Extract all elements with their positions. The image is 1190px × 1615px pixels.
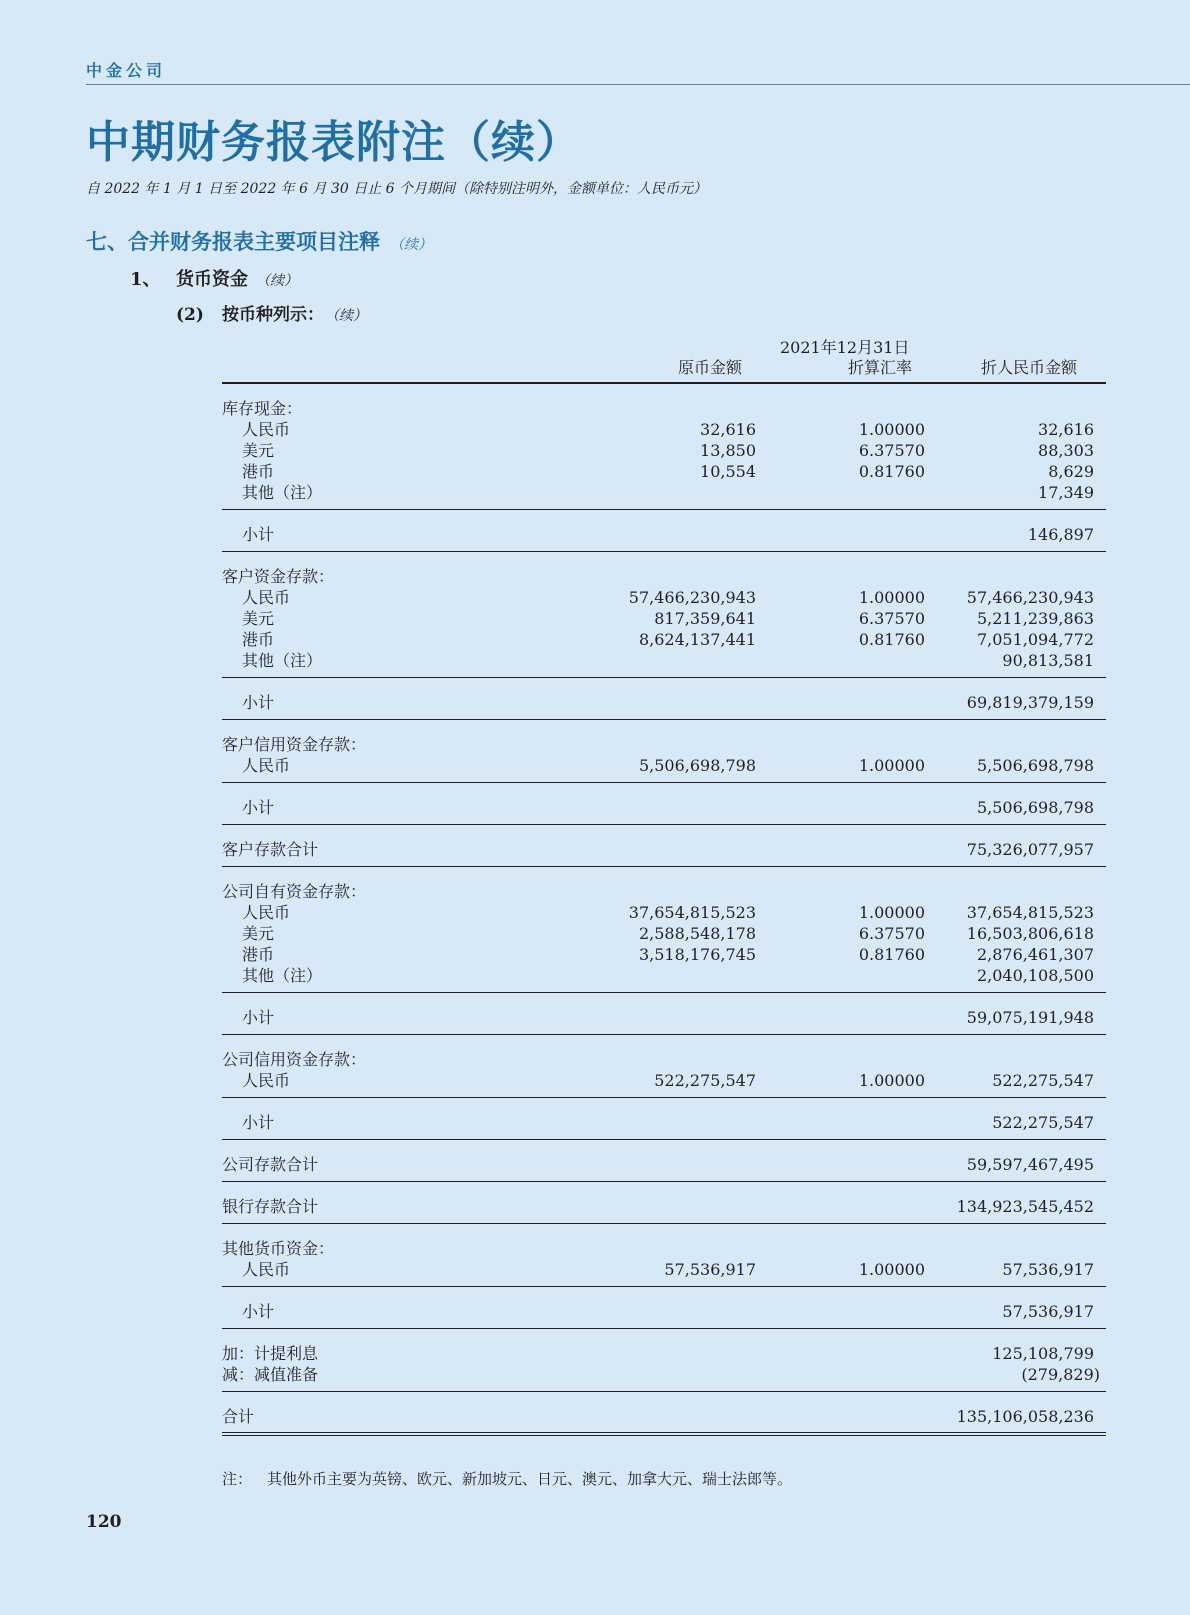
- row-label: 客户存款合计: [222, 840, 319, 859]
- column-header-rate: 折算汇率: [848, 358, 913, 377]
- row-rule: [222, 992, 1106, 993]
- row-rmb-amount: 37,654,815,523: [966, 903, 1094, 922]
- table-row: [222, 1049, 1106, 1070]
- row-label: 客户信用资金存款：: [222, 735, 367, 754]
- row-label: 美元: [242, 441, 275, 460]
- subsection-2: [176, 300, 367, 325]
- row-label: 公司存款合计: [222, 1155, 319, 1174]
- row-label: 银行存款合计: [222, 1197, 319, 1216]
- subsection-1-number: 1、: [130, 269, 161, 290]
- row-label: 小计: [242, 1302, 275, 1321]
- table-date-header: 2021年12月31日: [780, 338, 910, 357]
- row-label: 其他（注）: [242, 966, 323, 985]
- row-rule: [222, 719, 1106, 720]
- row-label: 人民币: [242, 903, 291, 922]
- row-rmb-amount: 5,211,239,863: [976, 609, 1094, 628]
- row-label: 减：减值准备: [222, 1365, 319, 1384]
- table-row-subtotal: [222, 1112, 1106, 1133]
- row-label: 合计: [222, 1407, 255, 1426]
- table-row: [222, 587, 1106, 608]
- table-row: [222, 1343, 1106, 1364]
- row-rule: [222, 824, 1106, 825]
- row-rmb-amount: 125,108,799: [992, 1344, 1094, 1363]
- row-rate: 6.37570: [858, 441, 925, 460]
- row-rmb-amount: 59,075,191,948: [966, 1008, 1094, 1027]
- table-row-subtotal: [222, 1007, 1106, 1028]
- subsection-2-number: (2): [176, 305, 204, 325]
- row-rmb-amount: 57,536,917: [1002, 1302, 1094, 1321]
- row-label: 人民币: [242, 1071, 291, 1090]
- row-rate: 6.37570: [858, 924, 925, 943]
- table-row: [222, 482, 1106, 503]
- row-rmb-amount: 17,349: [1038, 483, 1094, 502]
- row-rule: [222, 782, 1106, 783]
- table-row: [222, 1259, 1106, 1280]
- row-rmb-amount: 2,040,108,500: [976, 966, 1094, 985]
- row-label: 美元: [242, 609, 275, 628]
- row-rmb-amount: (279,829): [1021, 1365, 1100, 1384]
- row-original-amount: 8,624,137,441: [638, 630, 756, 649]
- row-rule: [222, 1223, 1106, 1224]
- row-rule: [222, 866, 1106, 867]
- row-original-amount: 2,588,548,178: [638, 924, 756, 943]
- row-rmb-amount: 2,876,461,307: [976, 945, 1094, 964]
- table-row: [222, 1238, 1106, 1259]
- row-label: 库存现金：: [222, 399, 303, 418]
- table-row: [222, 881, 1106, 902]
- row-rate: 0.81760: [858, 945, 925, 964]
- row-rmb-amount: 522,275,547: [992, 1113, 1094, 1132]
- table-row-grand-total: [222, 1406, 1106, 1427]
- row-label: 其他货币资金：: [222, 1239, 335, 1258]
- table-row: [222, 629, 1106, 650]
- row-rate: 1.00000: [858, 1260, 925, 1279]
- row-rmb-amount: 69,819,379,159: [966, 693, 1094, 712]
- period-subtitle: 自 2022 年 1 月 1 日至 2022 年 6 月 30 日止 6 个月期间（除特别注明外，金额单位：人民币元）: [86, 181, 708, 197]
- table-row: [222, 608, 1106, 629]
- row-original-amount: 817,359,641: [654, 609, 756, 628]
- table-bottom-rule: [222, 1432, 1106, 1436]
- table-row: [222, 461, 1106, 482]
- section-continued: （续）: [390, 237, 432, 253]
- table-row-total: [222, 1154, 1106, 1175]
- row-rule: [222, 551, 1106, 552]
- footnote: [222, 1468, 792, 1489]
- table-row: [222, 1070, 1106, 1091]
- row-label: 人民币: [242, 420, 291, 439]
- table-row: [222, 566, 1106, 587]
- row-rate: 1.00000: [858, 588, 925, 607]
- row-rmb-amount: 75,326,077,957: [966, 840, 1094, 859]
- column-header-rmb: 折人民币金额: [981, 358, 1078, 377]
- row-label: 港币: [242, 462, 275, 481]
- row-rate: 1.00000: [858, 903, 925, 922]
- row-rate: 0.81760: [858, 462, 925, 481]
- row-rate: 1.00000: [858, 756, 925, 775]
- footnote-text: 其他外币主要为英镑、欧元、新加坡元、日元、澳元、加拿大元、瑞士法郎等。: [267, 1470, 793, 1488]
- row-label: 人民币: [242, 756, 291, 775]
- row-original-amount: 32,616: [700, 420, 756, 439]
- row-rule: [222, 677, 1106, 678]
- table-row: [222, 734, 1106, 755]
- row-rmb-amount: 134,923,545,452: [956, 1197, 1094, 1216]
- company-name: 中金公司: [86, 61, 167, 80]
- row-label: 港币: [242, 945, 275, 964]
- row-label: 小计: [242, 798, 275, 817]
- row-label: 加：计提利息: [222, 1344, 319, 1363]
- row-label: 客户资金存款：: [222, 567, 335, 586]
- row-rule: [222, 1034, 1106, 1035]
- row-rmb-amount: 135,106,058,236: [956, 1407, 1094, 1426]
- row-rmb-amount: 88,303: [1038, 441, 1094, 460]
- row-label: 小计: [242, 1113, 275, 1132]
- row-rmb-amount: 146,897: [1027, 525, 1094, 544]
- table-row: [222, 440, 1106, 461]
- subsection-1-title: 货币资金: [176, 269, 248, 290]
- row-rule: [222, 1181, 1106, 1182]
- row-rule: [222, 1139, 1106, 1140]
- subsection-1-continued: （续）: [256, 273, 298, 289]
- header-rule: [86, 84, 1190, 85]
- row-original-amount: 3,518,176,745: [638, 945, 756, 964]
- row-rate: 1.00000: [858, 1071, 925, 1090]
- row-rmb-amount: 7,051,094,772: [976, 630, 1094, 649]
- table-row: [222, 1364, 1106, 1385]
- section-title-text: 七、合并财务报表主要项目注释: [86, 230, 380, 254]
- row-label: 公司自有资金存款：: [222, 882, 367, 901]
- row-rmb-amount: 5,506,698,798: [976, 798, 1094, 817]
- row-original-amount: 522,275,547: [654, 1071, 756, 1090]
- section-title: [86, 226, 432, 256]
- table-row: [222, 419, 1106, 440]
- table-row: [222, 923, 1106, 944]
- table-row: [222, 944, 1106, 965]
- subsection-2-continued: （续）: [332, 308, 367, 324]
- subsection-2-title: 按币种列示：: [222, 305, 324, 325]
- row-rate: 0.81760: [858, 630, 925, 649]
- row-rmb-amount: 57,466,230,943: [966, 588, 1094, 607]
- row-rmb-amount: 16,503,806,618: [966, 924, 1094, 943]
- row-label: 小计: [242, 1008, 275, 1027]
- row-label: 小计: [242, 525, 275, 544]
- footnote-label: 注：: [222, 1470, 253, 1488]
- row-original-amount: 37,654,815,523: [628, 903, 756, 922]
- row-rate: 1.00000: [858, 420, 925, 439]
- row-rmb-amount: 59,597,467,495: [966, 1155, 1094, 1174]
- table-row-subtotal: [222, 1301, 1106, 1322]
- column-header-original: 原币金额: [678, 358, 743, 377]
- table-row: [222, 755, 1106, 776]
- row-label: 港币: [242, 630, 275, 649]
- row-rmb-amount: 57,536,917: [1002, 1260, 1094, 1279]
- table-row-subtotal: [222, 692, 1106, 713]
- row-rule: [222, 1391, 1106, 1392]
- row-label: 人民币: [242, 588, 291, 607]
- row-label: 其他（注）: [242, 651, 323, 670]
- table-row-subtotal: [222, 524, 1106, 545]
- table-row: [222, 398, 1106, 419]
- row-rule: [222, 1328, 1106, 1329]
- page-number: 120: [86, 1512, 122, 1532]
- row-rmb-amount: 5,506,698,798: [976, 756, 1094, 775]
- row-original-amount: 10,554: [700, 462, 756, 481]
- row-label: 其他（注）: [242, 483, 323, 502]
- table-row: [222, 965, 1106, 986]
- row-rmb-amount: 8,629: [1048, 462, 1094, 481]
- table-row-total: [222, 1196, 1106, 1217]
- table-header-rule: [222, 382, 1106, 384]
- row-original-amount: 13,850: [700, 441, 756, 460]
- row-rmb-amount: 32,616: [1038, 420, 1094, 439]
- row-rmb-amount: 522,275,547: [992, 1071, 1094, 1090]
- row-rate: 6.37570: [858, 609, 925, 628]
- row-original-amount: 57,536,917: [664, 1260, 756, 1279]
- row-original-amount: 57,466,230,943: [628, 588, 756, 607]
- table-row: [222, 902, 1106, 923]
- row-original-amount: 5,506,698,798: [638, 756, 756, 775]
- table-row-total: [222, 839, 1106, 860]
- row-label: 公司信用资金存款：: [222, 1050, 367, 1069]
- row-rmb-amount: 90,813,581: [1002, 651, 1094, 670]
- page-title: 中期财务报表附注（续）: [86, 117, 581, 168]
- row-rule: [222, 509, 1106, 510]
- row-label: 人民币: [242, 1260, 291, 1279]
- row-rule: [222, 1097, 1106, 1098]
- table-row: [222, 650, 1106, 671]
- row-label: 美元: [242, 924, 275, 943]
- row-rule: [222, 1286, 1106, 1287]
- row-label: 小计: [242, 693, 275, 712]
- subsection-1: [130, 265, 298, 291]
- table-row-subtotal: [222, 797, 1106, 818]
